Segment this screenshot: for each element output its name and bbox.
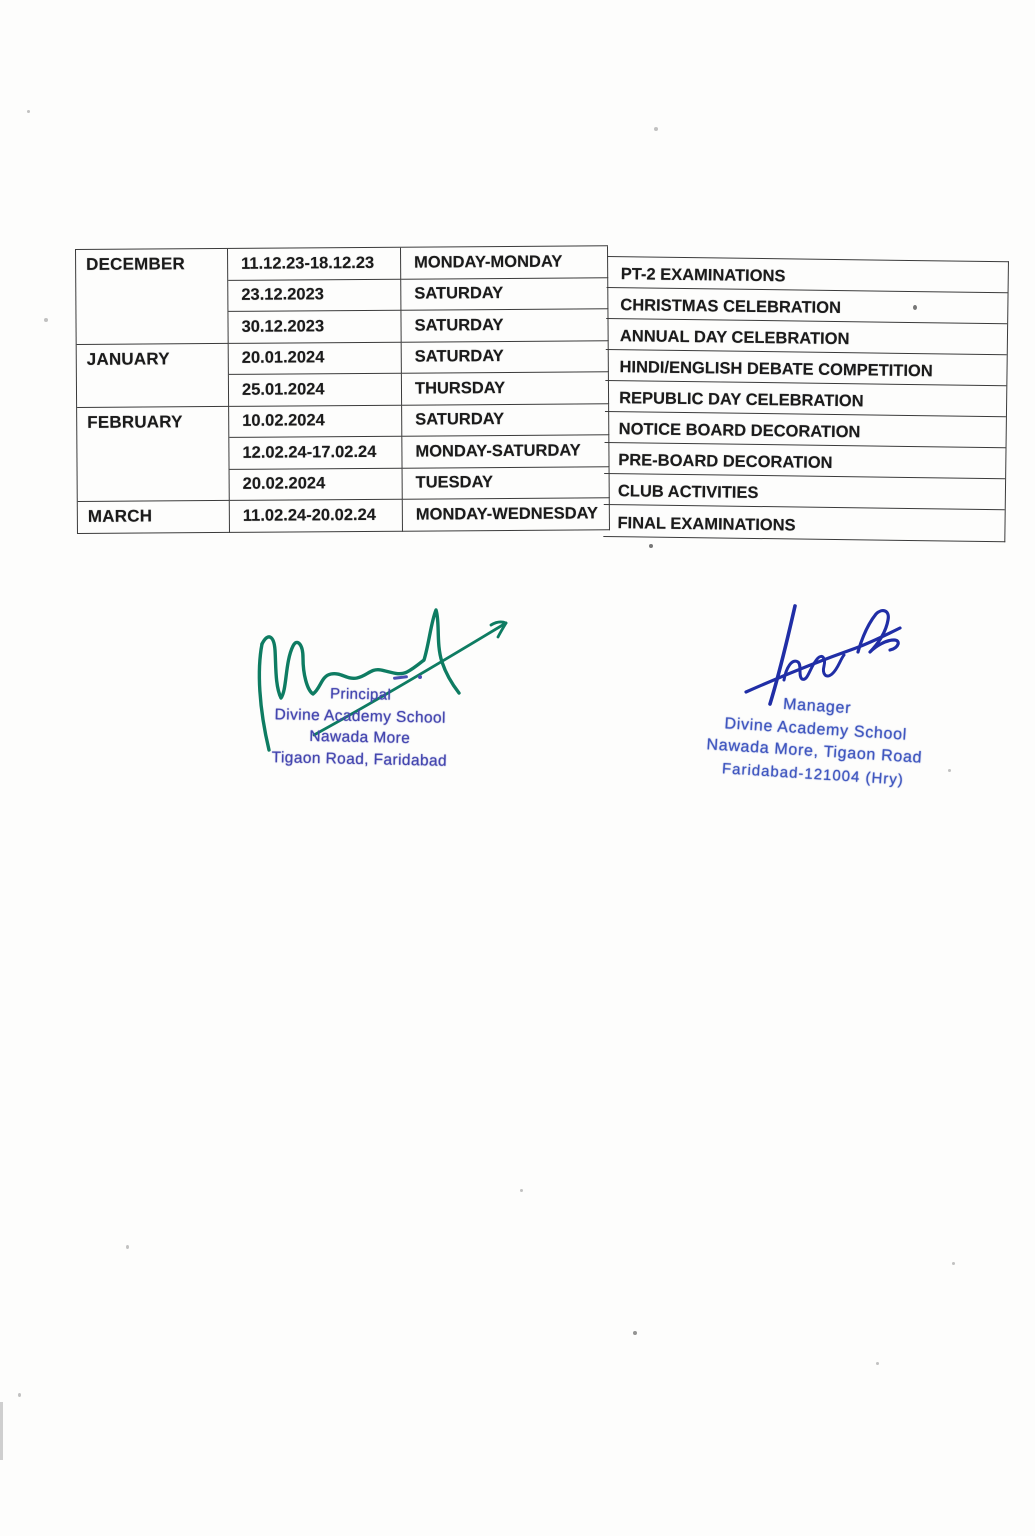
scan-speck <box>876 1362 879 1365</box>
month-cell-december: DECEMBER <box>76 249 229 345</box>
stamp-line-address: Tigaon Road, Faridabad <box>271 748 448 770</box>
scan-speck <box>44 318 48 322</box>
scan-speck <box>126 1245 129 1249</box>
day-cell: SATURDAY <box>402 341 609 374</box>
ink-dot-mark <box>418 675 422 679</box>
date-cell: 11.02.24-20.02.24 <box>230 500 403 533</box>
day-cell: THURSDAY <box>402 372 609 405</box>
date-cell: 30.12.2023 <box>228 311 401 344</box>
date-cell: 20.01.2024 <box>229 342 402 375</box>
stamp-line-area: Nawada More, Tigaon Road <box>706 736 923 767</box>
scan-speck <box>654 127 658 131</box>
scan-speck <box>649 544 653 548</box>
date-cell: 10.02.2024 <box>229 405 402 438</box>
event-cell: NOTICE BOARD DECORATION <box>605 412 1006 448</box>
stamp-line-address: Faridabad-121004 (Hry) <box>721 759 905 789</box>
date-cell: 12.02.24-17.02.24 <box>229 437 402 470</box>
day-cell: TUESDAY <box>403 467 610 500</box>
day-cell: SATURDAY <box>401 309 608 342</box>
event-cell: CLUB ACTIVITIES <box>604 474 1005 510</box>
day-cell: SATURDAY <box>402 404 609 437</box>
stamp-line-title: Manager <box>782 695 852 718</box>
stamp-line-title: Principal <box>329 685 392 704</box>
date-cell: 11.12.23-18.12.23 <box>228 248 401 281</box>
day-cell: SATURDAY <box>401 278 608 311</box>
event-cell: FINAL EXAMINATIONS <box>617 513 796 534</box>
month-cell-march: MARCH <box>78 501 230 534</box>
manager-stamp <box>683 688 946 794</box>
scan-speck <box>27 110 30 113</box>
month-cell-february: FEBRUARY <box>77 406 230 502</box>
day-cell: MONDAY-MONDAY <box>401 246 608 279</box>
event-cell: HINDI/ENGLISH DEBATE COMPETITION <box>605 350 1006 386</box>
event-cell: CHRISTMAS CELEBRATION <box>606 288 1007 324</box>
principal-stamp <box>245 682 475 773</box>
day-cell: MONDAY-SATURDAY <box>402 435 609 468</box>
stamp-line-area: Nawada More <box>309 727 411 748</box>
event-cell: REPUBLIC DAY CELEBRATION <box>605 381 1006 417</box>
scan-speck <box>520 1189 523 1192</box>
event-cell: PRE-BOARD DECORATION <box>604 443 1005 479</box>
event-cell: ANNUAL DAY CELEBRATION <box>606 319 1007 355</box>
scan-edge-artifact <box>0 1402 3 1460</box>
stamp-line-school: Divine Academy School <box>723 714 908 744</box>
stamp-line-school: Divine Academy School <box>274 705 446 727</box>
date-cell: 25.01.2024 <box>229 374 402 407</box>
event-cell: PT-2 EXAMINATIONS <box>607 257 1008 293</box>
day-cell: MONDAY-WEDNESDAY <box>403 498 610 531</box>
scan-speck <box>633 1331 637 1335</box>
scan-speck <box>913 305 917 310</box>
date-cell: 20.02.2024 <box>230 468 403 501</box>
scan-speck <box>18 1393 21 1397</box>
calendar-table-left-columns <box>75 245 610 533</box>
calendar-table-events-column <box>603 256 1009 542</box>
scan-speck <box>952 1262 955 1265</box>
date-cell: 23.12.2023 <box>228 279 401 312</box>
month-cell-january: JANUARY <box>77 343 229 407</box>
scan-speck <box>948 769 951 772</box>
